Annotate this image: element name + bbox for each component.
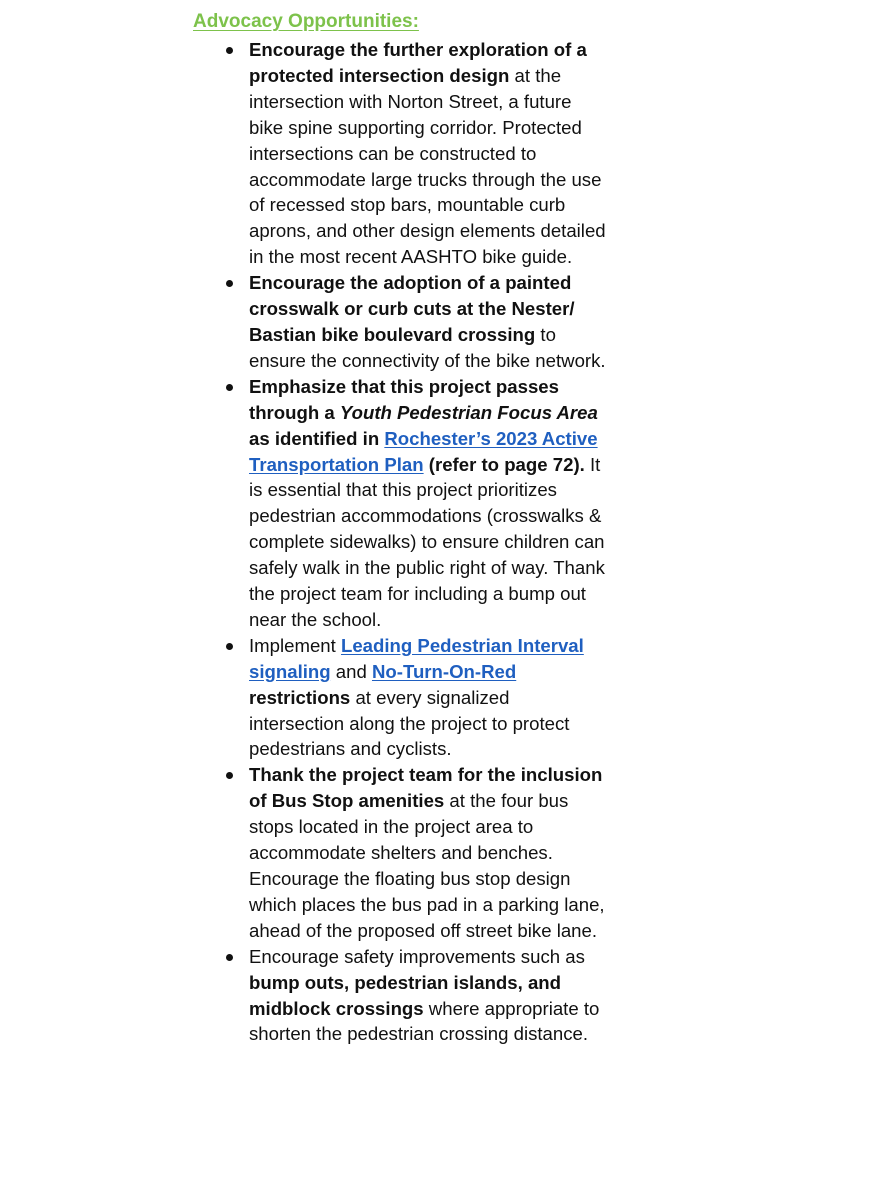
no-turn-on-red-link[interactable]: No-Turn-On-Red xyxy=(371,660,517,682)
item-bold-text: Encourage the adoption of a painted crosswalk or curb cuts at the Nester/ Bastian bike boulevard crossing xyxy=(249,272,575,345)
section-heading: Advocacy Opportunities: xyxy=(193,11,419,32)
item-text: at the four bus stops located in the project area to accommodate shelters and benches. Encourage the floating bus stop design which places the bus pad in a parking lane, ahead of the proposed off street bike lane. xyxy=(249,790,605,941)
item-bold-text: bump outs, pedestrian islands, and midblock crossings xyxy=(249,971,562,1019)
list-item xyxy=(249,762,609,943)
item-text: Implement xyxy=(249,634,341,656)
bullet-icon xyxy=(226,47,233,54)
bullet-icon xyxy=(226,280,233,287)
item-text: at every signalized intersection along the project to protect pedestrians and cyclists. xyxy=(249,686,570,760)
bullet-icon xyxy=(226,954,233,961)
item-bold-text: as identified in xyxy=(249,427,385,449)
item-text: at the intersection with Norton Street, a future bike spine supporting corridor. Protected intersections can be constructed to accommodate large trucks through the use of recessed stop bars, mountable curb aprons, and other design elements detailed in the most recent AASHTO bike guide. xyxy=(249,64,606,268)
bullet-icon xyxy=(226,772,233,779)
bullet-icon xyxy=(226,384,233,391)
item-bold-text: restrictions xyxy=(249,686,351,708)
focus-area-text: Youth Pedestrian Focus Area xyxy=(339,401,598,423)
item-text: where appropriate to shorten the pedestrian crossing distance. xyxy=(249,997,600,1045)
active-transportation-plan-link[interactable]: Rochester’s 2023 Active Transportation Plan xyxy=(249,427,598,475)
leading-pedestrian-interval-link[interactable]: Leading Pedestrian Interval signaling xyxy=(249,634,584,682)
item-text: to ensure the connectivity of the bike network. xyxy=(249,323,606,371)
list-item xyxy=(249,944,609,1048)
bullet-icon xyxy=(226,643,233,650)
item-bold-text: Emphasize that this project passes through a xyxy=(249,375,559,423)
item-bold-text: (refer to page 72). xyxy=(423,453,585,475)
list-item xyxy=(249,374,609,633)
item-text: It is essential that this project prioritizes pedestrian accommodations (crosswalks & complete sidewalks) to ensure children can safely walk in the public right of way. Thank the project team for including a bump out near the school. xyxy=(249,453,605,630)
item-text: and xyxy=(330,660,372,682)
list-item xyxy=(249,37,609,270)
item-bold-text: Thank the project team for the inclusion of Bus Stop amenities xyxy=(249,764,603,812)
item-bold-text: Encourage the further exploration of a protected intersection design xyxy=(249,39,587,86)
list-item xyxy=(249,270,609,374)
item-text: Encourage safety improvements such as xyxy=(249,945,585,967)
advocacy-list xyxy=(249,37,609,1047)
list-item xyxy=(249,633,609,763)
